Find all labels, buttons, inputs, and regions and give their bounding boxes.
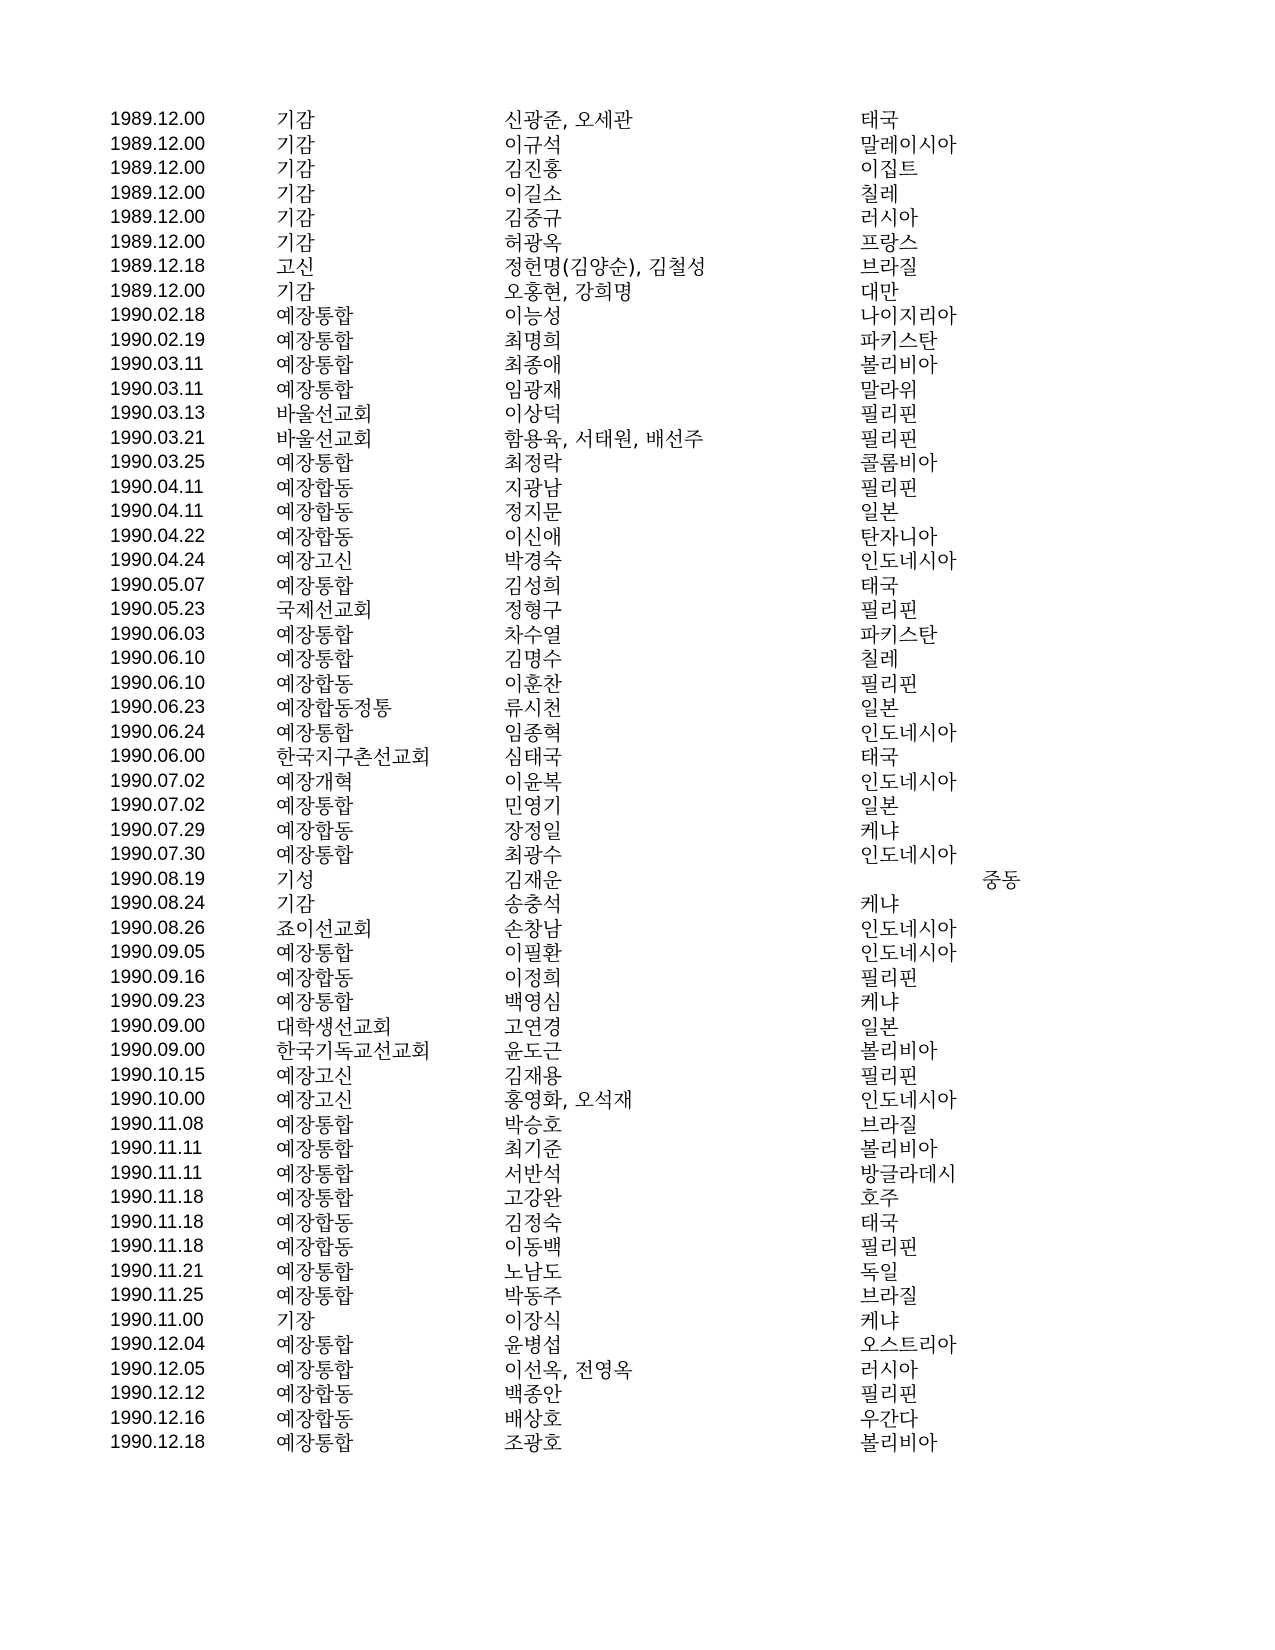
denomination-cell: 예장합동	[276, 500, 354, 524]
country-cell: 칠레	[860, 181, 899, 206]
denomination-cell: 예장합동	[276, 1210, 354, 1235]
table-row	[0, 819, 1275, 844]
date-cell: 1990.11.08	[110, 1113, 204, 1135]
table-row	[0, 378, 1275, 403]
missionaries-cell: 이훈찬	[504, 671, 562, 696]
table-row	[0, 402, 1275, 427]
table-row	[0, 794, 1275, 819]
table-row	[0, 280, 1275, 305]
country-cell: 필리핀	[860, 1063, 918, 1088]
denomination-cell: 예장통합	[276, 573, 354, 598]
table-row	[0, 1211, 1275, 1236]
table-row	[0, 353, 1275, 378]
table-row	[0, 500, 1275, 525]
denomination-cell: 예장합동	[276, 671, 354, 696]
missionaries-cell: 송충석	[504, 892, 562, 916]
table-row	[0, 1064, 1275, 1089]
denomination-cell: 예장합동	[276, 1406, 354, 1431]
country-cell: 브라질	[860, 1284, 918, 1308]
table-row	[0, 1137, 1275, 1162]
missionaries-cell: 류시천	[504, 696, 562, 720]
table-row	[0, 647, 1275, 672]
country-cell: 인도네시아	[860, 916, 957, 941]
denomination-cell: 바울선교회	[276, 402, 373, 426]
date-cell: 1990.07.30	[110, 844, 206, 865]
date-cell: 1990.05.23	[110, 599, 206, 620]
missionaries-cell: 최정락	[504, 451, 562, 475]
country-cell: 브라질	[860, 255, 918, 279]
date-cell: 1990.09.16	[110, 966, 206, 988]
country-cell: 말레이시아	[860, 132, 957, 157]
date-cell: 1990.02.19	[110, 329, 206, 351]
missionaries-cell: 이장식	[504, 1308, 562, 1333]
missionaries-cell: 노남도	[504, 1259, 562, 1284]
missionaries-cell: 최광수	[504, 843, 562, 867]
missionaries-cell: 윤도근	[504, 1039, 562, 1063]
table-row	[0, 1358, 1275, 1383]
date-cell: 1990.11.11	[110, 1162, 203, 1184]
country-cell: 케냐	[860, 1308, 899, 1333]
table-row	[0, 917, 1275, 942]
date-cell: 1990.09.00	[110, 1015, 206, 1037]
country-cell: 일본	[860, 1014, 899, 1039]
denomination-cell: 예장개혁	[276, 769, 354, 794]
missionaries-cell: 이윤복	[504, 769, 562, 794]
denomination-cell: 예장통합	[276, 1186, 354, 1210]
table-row	[0, 1284, 1275, 1309]
country-cell: 칠레	[860, 647, 899, 671]
table-row	[0, 1039, 1275, 1064]
country-cell: 중동	[982, 867, 1021, 892]
missionaries-cell: 김성희	[504, 573, 562, 598]
date-cell: 1990.06.10	[110, 648, 206, 669]
table-row	[0, 1407, 1275, 1432]
date-cell: 1990.06.24	[110, 721, 206, 743]
denomination-cell: 예장통합	[276, 353, 354, 377]
table-row	[0, 304, 1275, 329]
date-cell: 1990.06.03	[110, 623, 206, 645]
missionaries-cell: 이정희	[504, 965, 562, 990]
country-cell: 볼리비아	[860, 1039, 938, 1063]
country-cell: 나이지리아	[860, 304, 957, 328]
date-cell: 1990.10.00	[110, 1089, 206, 1110]
table-row	[0, 990, 1275, 1015]
missionaries-cell: 임종혁	[504, 720, 562, 745]
country-cell: 볼리비아	[860, 1137, 938, 1161]
denomination-cell: 기감	[276, 279, 315, 304]
denomination-cell: 예장합동	[276, 524, 354, 549]
table-row	[0, 868, 1275, 893]
denomination-cell: 기감	[276, 157, 315, 181]
table-row	[0, 451, 1275, 476]
denomination-cell: 고신	[276, 255, 315, 279]
country-cell: 필리핀	[860, 598, 918, 622]
denomination-cell: 기감	[276, 206, 315, 230]
missionaries-cell: 고연경	[504, 1014, 562, 1039]
denomination-cell: 예장통합	[276, 1112, 354, 1137]
date-cell: 1990.05.07	[110, 574, 206, 596]
missionaries-cell: 김재용	[504, 1063, 562, 1088]
table-row	[0, 1186, 1275, 1211]
table-row	[0, 1015, 1275, 1040]
date-cell: 1990.04.22	[110, 525, 206, 547]
table-row	[0, 1309, 1275, 1334]
date-cell: 1989.12.00	[110, 158, 206, 179]
table-row	[0, 598, 1275, 623]
table-row	[0, 745, 1275, 770]
missionaries-cell: 이선옥, 전영옥	[504, 1357, 633, 1382]
table-row	[0, 770, 1275, 795]
date-cell: 1989.12.00	[110, 133, 206, 155]
date-cell: 1989.12.18	[110, 256, 206, 277]
denomination-cell: 예장통합	[276, 720, 354, 745]
date-cell: 1990.07.02	[110, 770, 206, 792]
missionaries-cell: 조광호	[504, 1431, 562, 1455]
table-row	[0, 182, 1275, 207]
denomination-cell: 예장통합	[276, 377, 354, 402]
table-row	[0, 1431, 1275, 1456]
date-cell: 1990.12.04	[110, 1334, 206, 1355]
table-row	[0, 231, 1275, 256]
country-cell: 대만	[860, 279, 899, 304]
country-cell: 인도네시아	[860, 941, 957, 965]
country-cell: 필리핀	[860, 1382, 918, 1406]
denomination-cell: 예장통합	[276, 1161, 354, 1186]
date-cell: 1990.11.00	[110, 1309, 204, 1331]
date-cell: 1990.08.26	[110, 917, 206, 939]
country-cell: 콜롬비아	[860, 451, 938, 475]
denomination-cell: 예장통합	[276, 328, 354, 353]
table-row	[0, 157, 1275, 182]
date-cell: 1990.04.11	[110, 476, 204, 498]
date-cell: 1990.03.21	[110, 427, 206, 449]
denomination-cell: 기감	[276, 132, 315, 157]
country-cell: 필리핀	[860, 402, 918, 426]
table-row	[0, 1235, 1275, 1260]
country-cell: 파키스탄	[860, 622, 938, 647]
table-row	[0, 329, 1275, 354]
denomination-cell: 예장통합	[276, 794, 354, 818]
country-cell: 일본	[860, 794, 899, 818]
denomination-cell: 예장통합	[276, 647, 354, 671]
table-row	[0, 476, 1275, 501]
date-cell: 1990.07.02	[110, 795, 206, 816]
date-cell: 1989.12.00	[110, 280, 206, 302]
missionaries-cell: 백종안	[504, 1382, 562, 1406]
missionaries-cell: 이규석	[504, 132, 562, 157]
date-cell: 1990.08.19	[110, 868, 206, 890]
country-cell: 인도네시아	[860, 1088, 957, 1112]
missionaries-cell: 정헌명(김양순), 김철성	[504, 255, 707, 279]
table-row	[0, 843, 1275, 868]
country-cell: 말라위	[860, 377, 918, 402]
denomination-cell: 국제선교회	[276, 598, 373, 622]
country-cell: 필리핀	[860, 965, 918, 990]
denomination-cell: 예장통합	[276, 1259, 354, 1284]
country-cell: 인도네시아	[860, 549, 957, 573]
country-cell: 인도네시아	[860, 769, 957, 794]
date-cell: 1990.11.18	[110, 1236, 204, 1257]
date-cell: 1989.12.00	[110, 109, 206, 130]
table-row	[0, 1333, 1275, 1358]
date-cell: 1990.08.24	[110, 893, 206, 914]
missionaries-cell: 배상호	[504, 1406, 562, 1431]
date-cell: 1990.03.11	[110, 378, 204, 400]
denomination-cell: 기감	[276, 108, 315, 132]
missionaries-cell: 서반석	[504, 1161, 562, 1186]
missionaries-cell: 박동주	[504, 1284, 562, 1308]
date-cell: 1990.03.13	[110, 403, 206, 424]
missionaries-cell: 고강완	[504, 1186, 562, 1210]
denomination-cell: 예장합동	[276, 1235, 354, 1259]
country-cell: 파키스탄	[860, 328, 938, 353]
denomination-cell: 예장합동	[276, 475, 354, 500]
table-row	[0, 133, 1275, 158]
country-cell: 태국	[860, 1210, 899, 1235]
missionaries-cell: 이능성	[504, 304, 562, 328]
missionaries-cell: 이길소	[504, 181, 562, 206]
country-cell: 케냐	[860, 990, 899, 1014]
missionaries-cell: 이상덕	[504, 402, 562, 426]
missionaries-cell: 장정일	[504, 818, 562, 843]
denomination-cell: 기감	[276, 892, 315, 916]
missionaries-cell: 허광옥	[504, 230, 562, 255]
date-cell: 1989.12.00	[110, 231, 206, 253]
table-row	[0, 206, 1275, 231]
country-cell: 러시아	[860, 1357, 918, 1382]
denomination-cell: 예장통합	[276, 941, 354, 965]
denomination-cell: 예장통합	[276, 1333, 354, 1357]
country-cell: 태국	[860, 745, 899, 769]
country-cell: 일본	[860, 696, 899, 720]
missionaries-cell: 이동백	[504, 1235, 562, 1259]
country-cell: 필리핀	[860, 671, 918, 696]
table-row	[0, 108, 1275, 133]
country-cell: 인도네시아	[860, 843, 957, 867]
country-cell: 태국	[860, 573, 899, 598]
country-cell: 인도네시아	[860, 720, 957, 745]
date-cell: 1990.12.05	[110, 1358, 206, 1380]
missionaries-cell: 김정숙	[504, 1210, 562, 1235]
denomination-cell: 예장합동	[276, 965, 354, 990]
missionaries-cell: 이신애	[504, 524, 562, 549]
missionaries-cell: 함용육, 서태원, 배선주	[504, 426, 704, 451]
missionaries-cell: 최명희	[504, 328, 562, 353]
denomination-cell: 예장통합	[276, 304, 354, 328]
table-row	[0, 696, 1275, 721]
table-row	[0, 255, 1275, 280]
missionaries-cell: 김명수	[504, 647, 562, 671]
denomination-cell: 기감	[276, 230, 315, 255]
table-row	[0, 1113, 1275, 1138]
country-cell: 볼리비아	[860, 353, 938, 377]
country-cell: 케냐	[860, 892, 899, 916]
table-row	[0, 1382, 1275, 1407]
missionaries-cell: 윤병섭	[504, 1333, 562, 1357]
country-cell: 필리핀	[860, 426, 918, 451]
country-cell: 우간다	[860, 1406, 918, 1431]
date-cell: 1990.06.00	[110, 746, 206, 767]
country-cell: 방글라데시	[860, 1161, 957, 1186]
missionaries-cell: 박승호	[504, 1112, 562, 1137]
table-row	[0, 574, 1275, 599]
denomination-cell: 예장통합	[276, 1137, 354, 1161]
table-row	[0, 1162, 1275, 1187]
date-cell: 1990.06.10	[110, 672, 206, 694]
denomination-cell: 예장합동	[276, 1382, 354, 1406]
date-cell: 1990.12.12	[110, 1383, 206, 1404]
date-cell: 1990.11.11	[110, 1138, 203, 1159]
date-cell: 1989.12.00	[110, 182, 206, 204]
denomination-cell: 예장통합	[276, 1431, 354, 1455]
date-cell: 1990.03.25	[110, 452, 206, 473]
denomination-cell: 예장통합	[276, 451, 354, 475]
country-cell: 호주	[860, 1186, 899, 1210]
table-row	[0, 549, 1275, 574]
table-row	[0, 892, 1275, 917]
denomination-cell: 예장통합	[276, 843, 354, 867]
date-cell: 1990.03.11	[110, 354, 204, 375]
country-cell: 탄자니아	[860, 524, 938, 549]
missionaries-cell: 최종애	[504, 353, 562, 377]
date-cell: 1990.12.18	[110, 1432, 206, 1453]
denomination-cell: 기장	[276, 1308, 315, 1333]
missionaries-cell: 박경숙	[504, 549, 562, 573]
denomination-cell: 예장고신	[276, 1063, 354, 1088]
denomination-cell: 바울선교회	[276, 426, 373, 451]
missionaries-cell: 최기준	[504, 1137, 562, 1161]
denomination-cell: 예장합동	[276, 818, 354, 843]
denomination-cell: 예장고신	[276, 1088, 354, 1112]
missionaries-cell: 심태국	[504, 745, 562, 769]
country-cell: 프랑스	[860, 230, 918, 255]
date-cell: 1990.11.25	[110, 1285, 204, 1306]
date-cell: 1989.12.00	[110, 207, 206, 228]
date-cell: 1990.09.05	[110, 942, 206, 963]
date-cell: 1990.10.15	[110, 1064, 206, 1086]
country-cell: 볼리비아	[860, 1431, 938, 1455]
missionary-records-table	[0, 108, 1275, 1456]
missionaries-cell: 신광준, 오세관	[504, 108, 633, 132]
denomination-cell: 기감	[276, 181, 315, 206]
denomination-cell: 죠이선교회	[276, 916, 373, 941]
missionaries-cell: 이필환	[504, 941, 562, 965]
denomination-cell: 기성	[276, 867, 315, 892]
missionaries-cell: 백영심	[504, 990, 562, 1014]
missionaries-cell: 정지문	[504, 500, 562, 524]
denomination-cell: 예장고신	[276, 549, 354, 573]
table-row	[0, 623, 1275, 648]
date-cell: 1990.11.21	[110, 1260, 204, 1282]
missionaries-cell: 임광재	[504, 377, 562, 402]
table-row	[0, 672, 1275, 697]
table-row	[0, 1088, 1275, 1113]
country-cell: 태국	[860, 108, 899, 132]
date-cell: 1990.11.18	[110, 1211, 204, 1233]
denomination-cell: 한국지구촌선교회	[276, 745, 431, 769]
date-cell: 1990.04.24	[110, 550, 206, 571]
date-cell: 1990.04.11	[110, 501, 204, 522]
denomination-cell: 한국기독교선교회	[276, 1039, 431, 1063]
missionaries-cell: 정형구	[504, 598, 562, 622]
table-row	[0, 721, 1275, 746]
denomination-cell: 예장통합	[276, 1357, 354, 1382]
country-cell: 러시아	[860, 206, 918, 230]
table-row	[0, 941, 1275, 966]
denomination-cell: 예장통합	[276, 990, 354, 1014]
denomination-cell: 대학생선교회	[276, 1014, 392, 1039]
date-cell: 1990.06.23	[110, 697, 206, 718]
missionaries-cell: 김재운	[504, 867, 562, 892]
missionaries-cell: 손창남	[504, 916, 562, 941]
date-cell: 1990.02.18	[110, 305, 206, 326]
missionaries-cell: 차수열	[504, 622, 562, 647]
country-cell: 브라질	[860, 1112, 918, 1137]
date-cell: 1990.09.23	[110, 991, 206, 1012]
country-cell: 일본	[860, 500, 899, 524]
country-cell: 오스트리아	[860, 1333, 957, 1357]
missionaries-cell: 지광남	[504, 475, 562, 500]
table-row	[0, 966, 1275, 991]
missionaries-cell: 민영기	[504, 794, 562, 818]
country-cell: 이집트	[860, 157, 918, 181]
denomination-cell: 예장합동정통	[276, 696, 392, 720]
country-cell: 케냐	[860, 818, 899, 843]
denomination-cell: 예장통합	[276, 622, 354, 647]
table-row	[0, 525, 1275, 550]
country-cell: 필리핀	[860, 475, 918, 500]
table-row	[0, 427, 1275, 452]
country-cell: 독일	[860, 1259, 899, 1284]
missionaries-cell: 오홍현, 강희명	[504, 279, 633, 304]
date-cell: 1990.09.00	[110, 1040, 206, 1061]
date-cell: 1990.07.29	[110, 819, 206, 841]
date-cell: 1990.12.16	[110, 1407, 206, 1429]
missionaries-cell: 김진홍	[504, 157, 562, 181]
date-cell: 1990.11.18	[110, 1187, 204, 1208]
missionaries-cell: 홍영화, 오석재	[504, 1088, 633, 1112]
denomination-cell: 예장통합	[276, 1284, 354, 1308]
country-cell: 필리핀	[860, 1235, 918, 1259]
missionaries-cell: 김중규	[504, 206, 562, 230]
table-row	[0, 1260, 1275, 1285]
